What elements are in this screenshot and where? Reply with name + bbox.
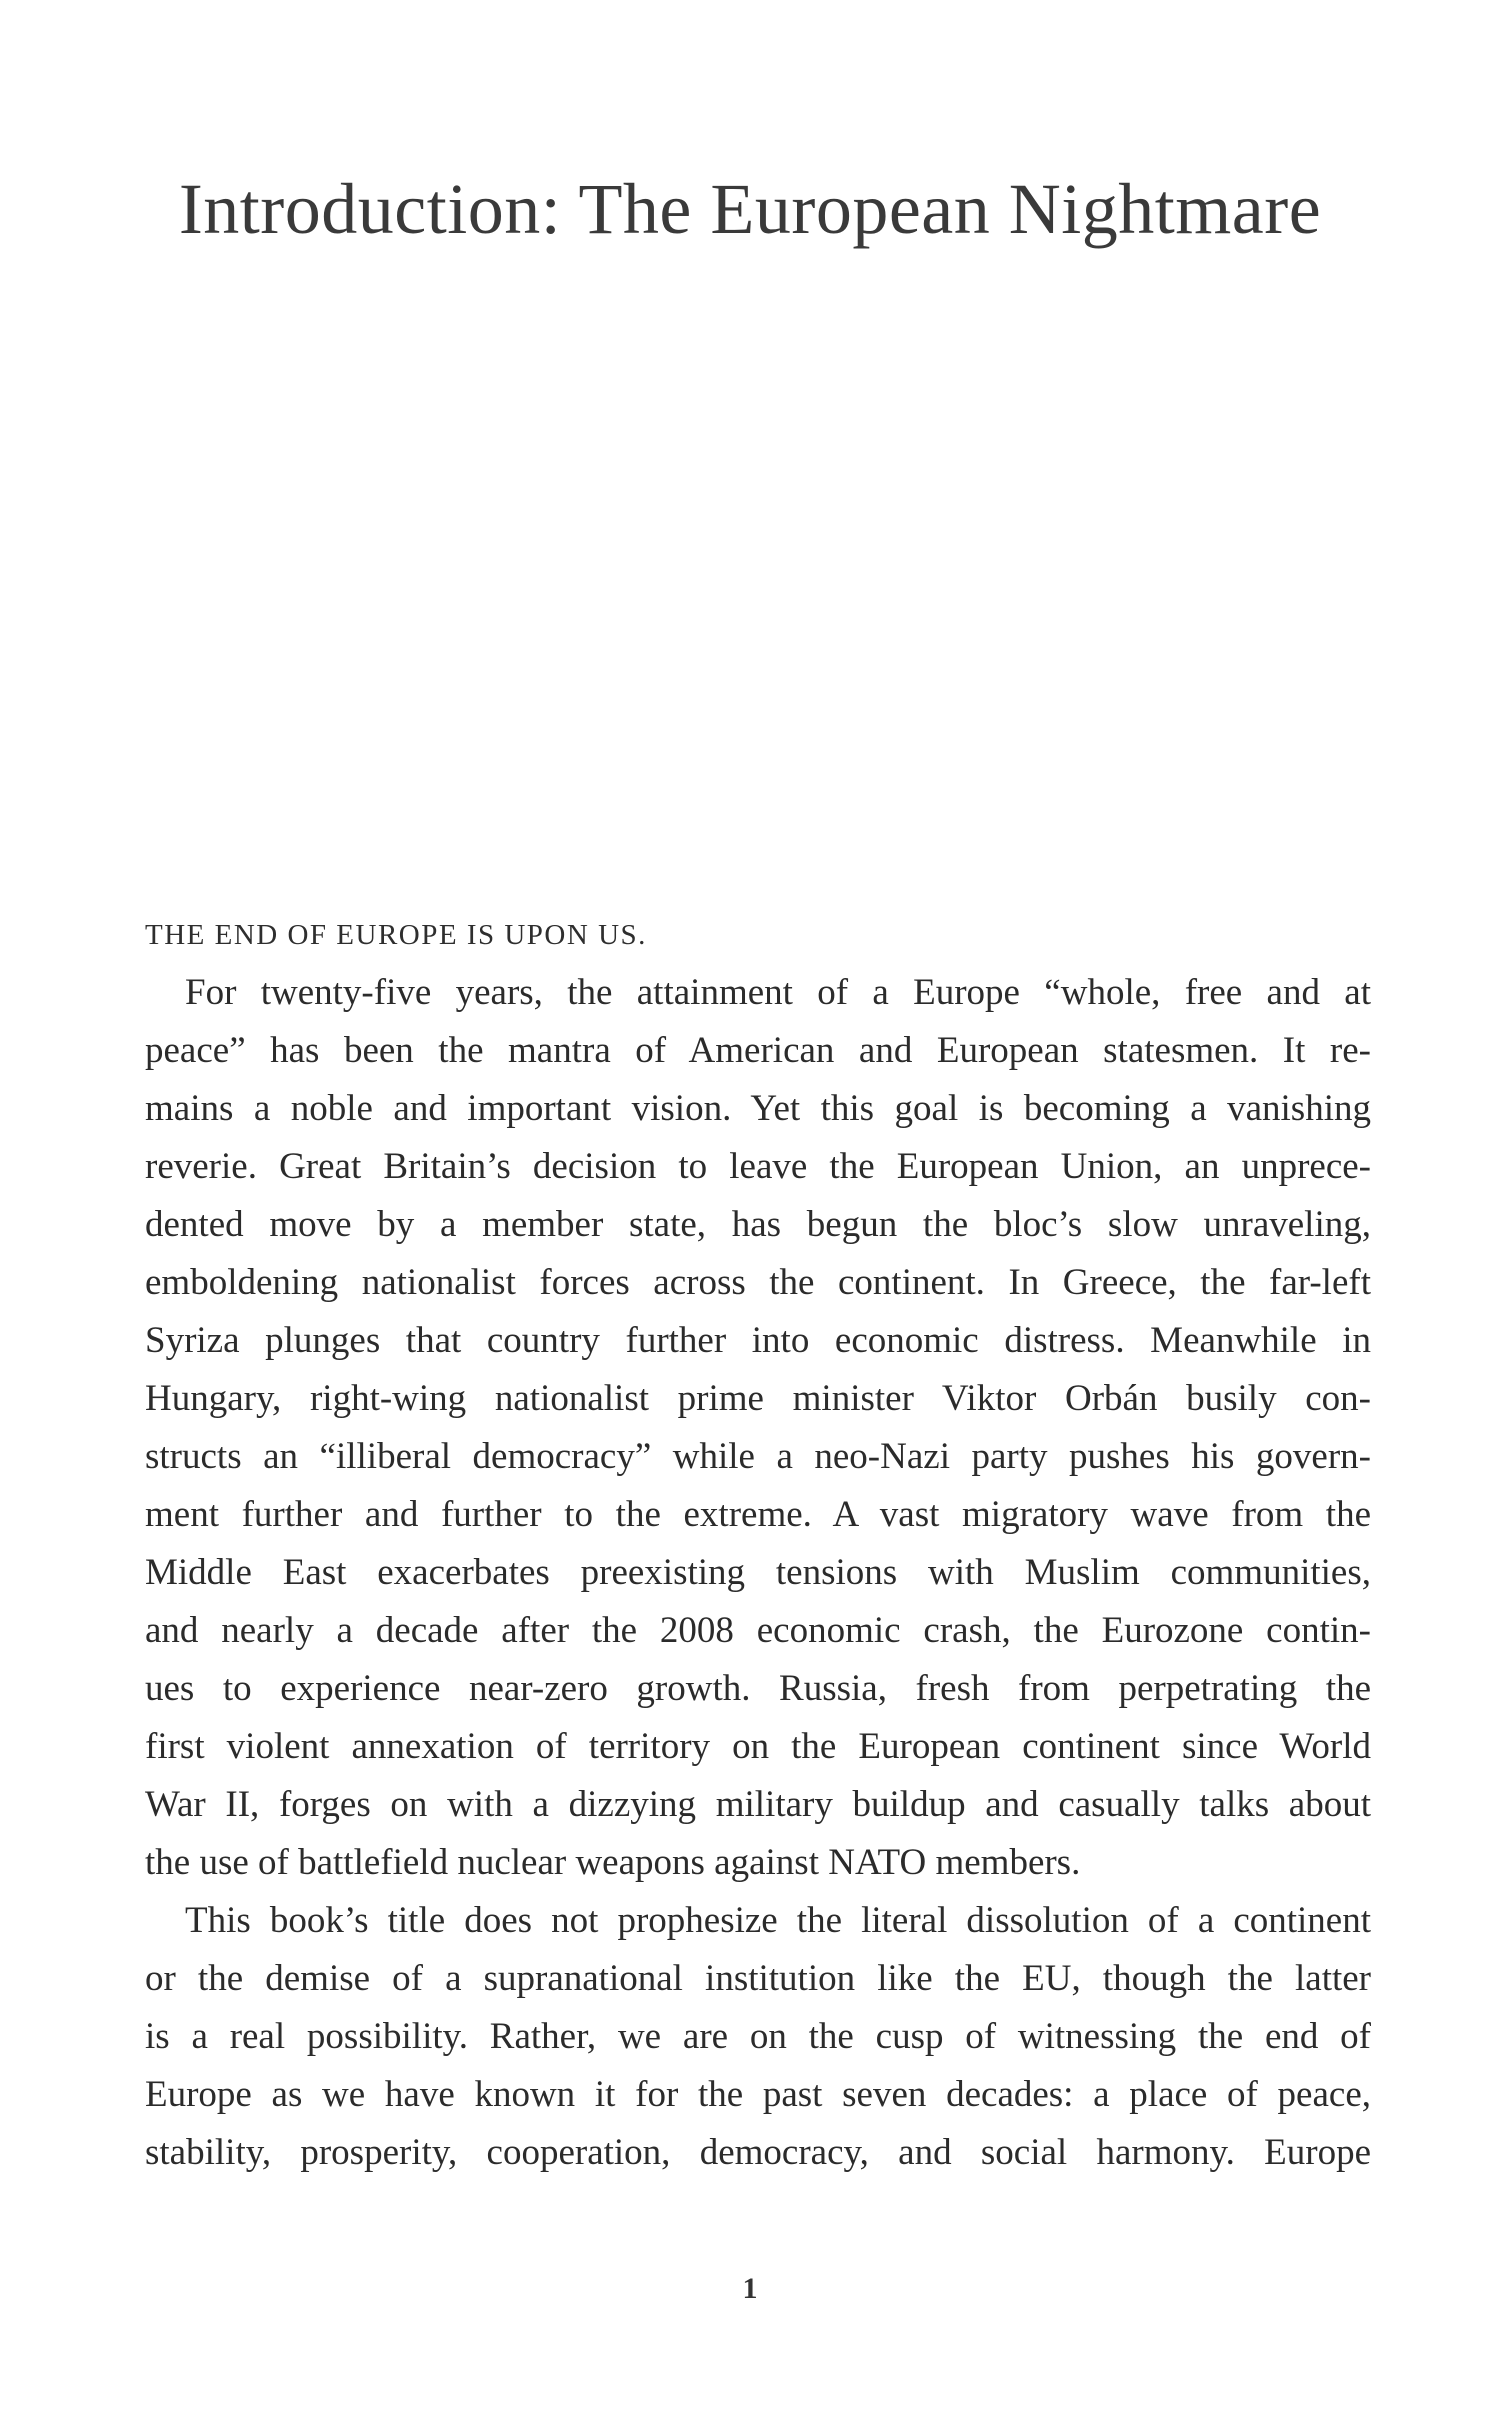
- paragraph-1: [145, 964, 1371, 1892]
- text-line: mains a noble and important vision. Yet this goal is becoming a vanishing: [145, 1088, 1371, 1129]
- text-line: ues to experience near-zero growth. Russia, fresh from perpetrating the: [145, 1668, 1371, 1709]
- page-number: 1: [742, 2272, 758, 2305]
- text-line: dented move by a member state, has begun the bloc’s slow unraveling,: [145, 1204, 1371, 1245]
- text-line: This book’s title does not prophesize the literal dissolution of a continent: [185, 1900, 1371, 1941]
- text-line: ment further and further to the extreme. A vast migratory wave from the: [145, 1494, 1371, 1535]
- text-line: peace” has been the mantra of American and European statesmen. It re-: [145, 1030, 1371, 1071]
- body-text: [145, 906, 1371, 2182]
- text-line: emboldening nationalist forces across the continent. In Greece, the far-left: [145, 1262, 1371, 1303]
- text-line: is a real possibility. Rather, we are on the cusp of witnessing the end of: [145, 2016, 1371, 2057]
- chapter-title: Introduction: The European Nightmare: [178, 169, 1322, 249]
- paragraph-2: [145, 1892, 1371, 2182]
- text-line: and nearly a decade after the 2008 economic crash, the Eurozone contin-: [145, 1610, 1371, 1651]
- text-line: first violent annexation of territory on the European continent since World: [145, 1726, 1371, 1767]
- text-line: structs an “illiberal democracy” while a neo-Nazi party pushes his govern-: [145, 1436, 1371, 1477]
- text-line: stability, prosperity, cooperation, democracy, and social harmony. Europe: [145, 2132, 1371, 2173]
- lead-line-small-caps: THE END OF EUROPE IS UPON US.: [145, 919, 647, 951]
- text-line: or the demise of a supranational institution like the EU, though the latter: [145, 1958, 1371, 1999]
- text-line: Europe as we have known it for the past seven decades: a place of peace,: [145, 2074, 1371, 2115]
- text-line: Middle East exacerbates preexisting tensions with Muslim communities,: [145, 1552, 1371, 1593]
- text-line: For twenty-five years, the attainment of a Europe “whole, free and at: [185, 972, 1371, 1013]
- text-line: Syriza plunges that country further into economic distress. Meanwhile in: [145, 1320, 1371, 1361]
- text-line: reverie. Great Britain’s decision to leave the European Union, an unprece-: [145, 1146, 1371, 1187]
- text-line: Hungary, right-wing nationalist prime minister Viktor Orbán busily con-: [145, 1378, 1371, 1419]
- text-line: War II, forges on with a dizzying military buildup and casually talks about: [145, 1784, 1371, 1825]
- text-line: the use of battlefield nuclear weapons against NATO members.: [145, 1842, 1081, 1883]
